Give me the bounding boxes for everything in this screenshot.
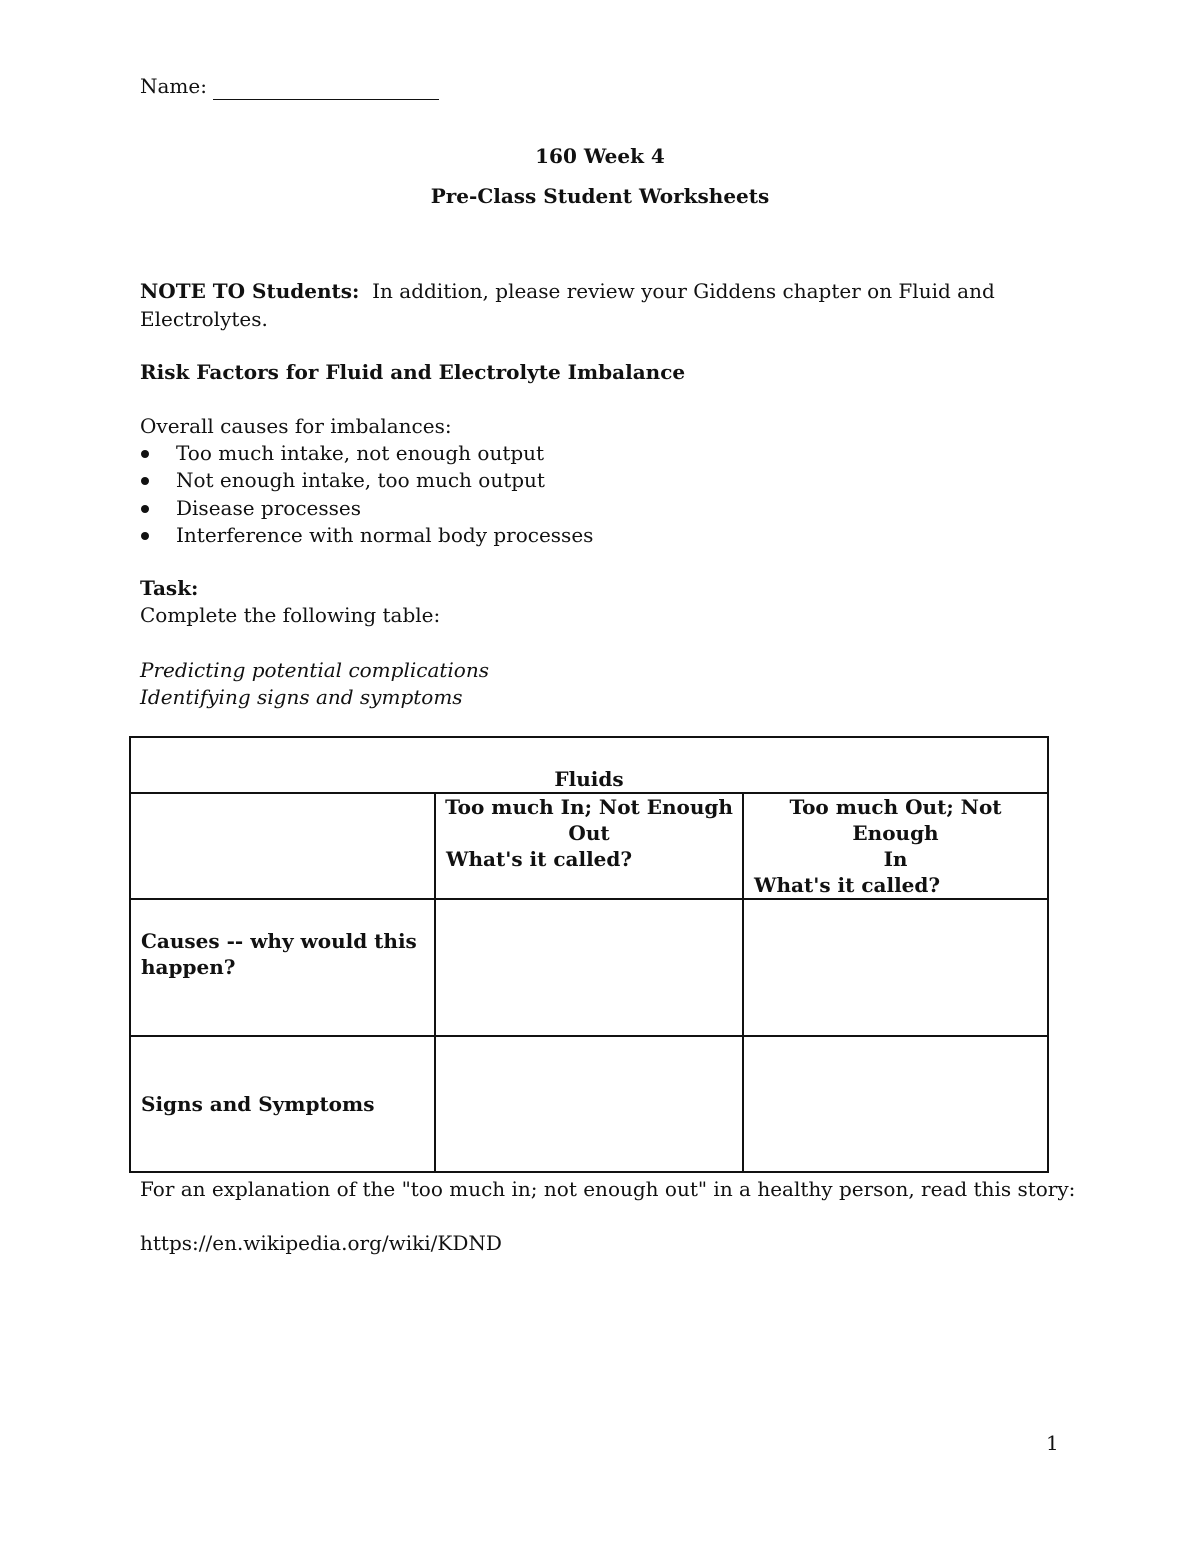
table-row	[130, 899, 1048, 1036]
row-label-signs-symptoms: Signs and Symptoms	[130, 1036, 435, 1172]
risk-bullet-list	[140, 440, 593, 549]
risk-heading: Risk Factors for Fluid and Electrolyte Imbalance	[140, 360, 686, 384]
task-instruction: Complete the following table:	[140, 603, 441, 627]
list-item: Disease processes	[140, 495, 593, 522]
answer-cell-causes-too-much-out[interactable]	[743, 899, 1048, 1036]
list-item: Too much intake, not enough output	[140, 440, 593, 467]
column-header-too-much-out: Too much Out; Not Enough In What's it called?	[743, 793, 1048, 899]
table-title-cell	[130, 737, 1048, 793]
name-label: Name:	[140, 74, 207, 98]
empty-header-cell	[130, 793, 435, 899]
answer-cell-signs-too-much-out[interactable]	[743, 1036, 1048, 1172]
answer-cell-causes-too-much-in[interactable]	[435, 899, 743, 1036]
footer-explanation: For an explanation of the "too much in; not enough out" in a healthy person, read this story:	[140, 1177, 1076, 1201]
page-number: 1	[1046, 1431, 1059, 1455]
table-title: Fluids	[554, 767, 624, 791]
task-label: Task:	[140, 576, 199, 600]
note-line-1	[140, 278, 995, 305]
name-field-row	[140, 73, 439, 100]
column-header-too-much-in: Too much In; Not Enough Out What's it called?	[435, 793, 743, 899]
bullet-icon	[141, 505, 149, 513]
worksheet-title: Pre-Class Student Worksheets	[430, 184, 770, 208]
note-text: In addition, please review your Giddens chapter on Fluid and	[372, 279, 995, 303]
list-item: Not enough intake, too much output	[140, 467, 593, 494]
course-title: 160 Week 4	[535, 144, 665, 168]
answer-cell-signs-too-much-in[interactable]	[435, 1036, 743, 1172]
note-line-2: Electrolytes.	[140, 307, 268, 331]
bullet-icon	[141, 532, 149, 540]
bullet-icon	[141, 450, 149, 458]
task-goal-1: Predicting potential complications	[140, 658, 489, 682]
fluids-table	[129, 736, 1049, 1173]
risk-intro: Overall causes for imbalances:	[140, 414, 452, 438]
row-label-causes: Causes -- why would this happen?	[130, 899, 435, 1036]
note-label: NOTE TO Students:	[140, 279, 360, 303]
list-item: Interference with normal body processes	[140, 522, 593, 549]
footer-link[interactable]: https://en.wikipedia.org/wiki/KDND	[140, 1231, 502, 1255]
name-blank-line[interactable]	[213, 79, 439, 100]
task-goal-2: Identifying signs and symptoms	[140, 685, 463, 709]
bullet-icon	[141, 477, 149, 485]
table-row	[130, 1036, 1048, 1172]
